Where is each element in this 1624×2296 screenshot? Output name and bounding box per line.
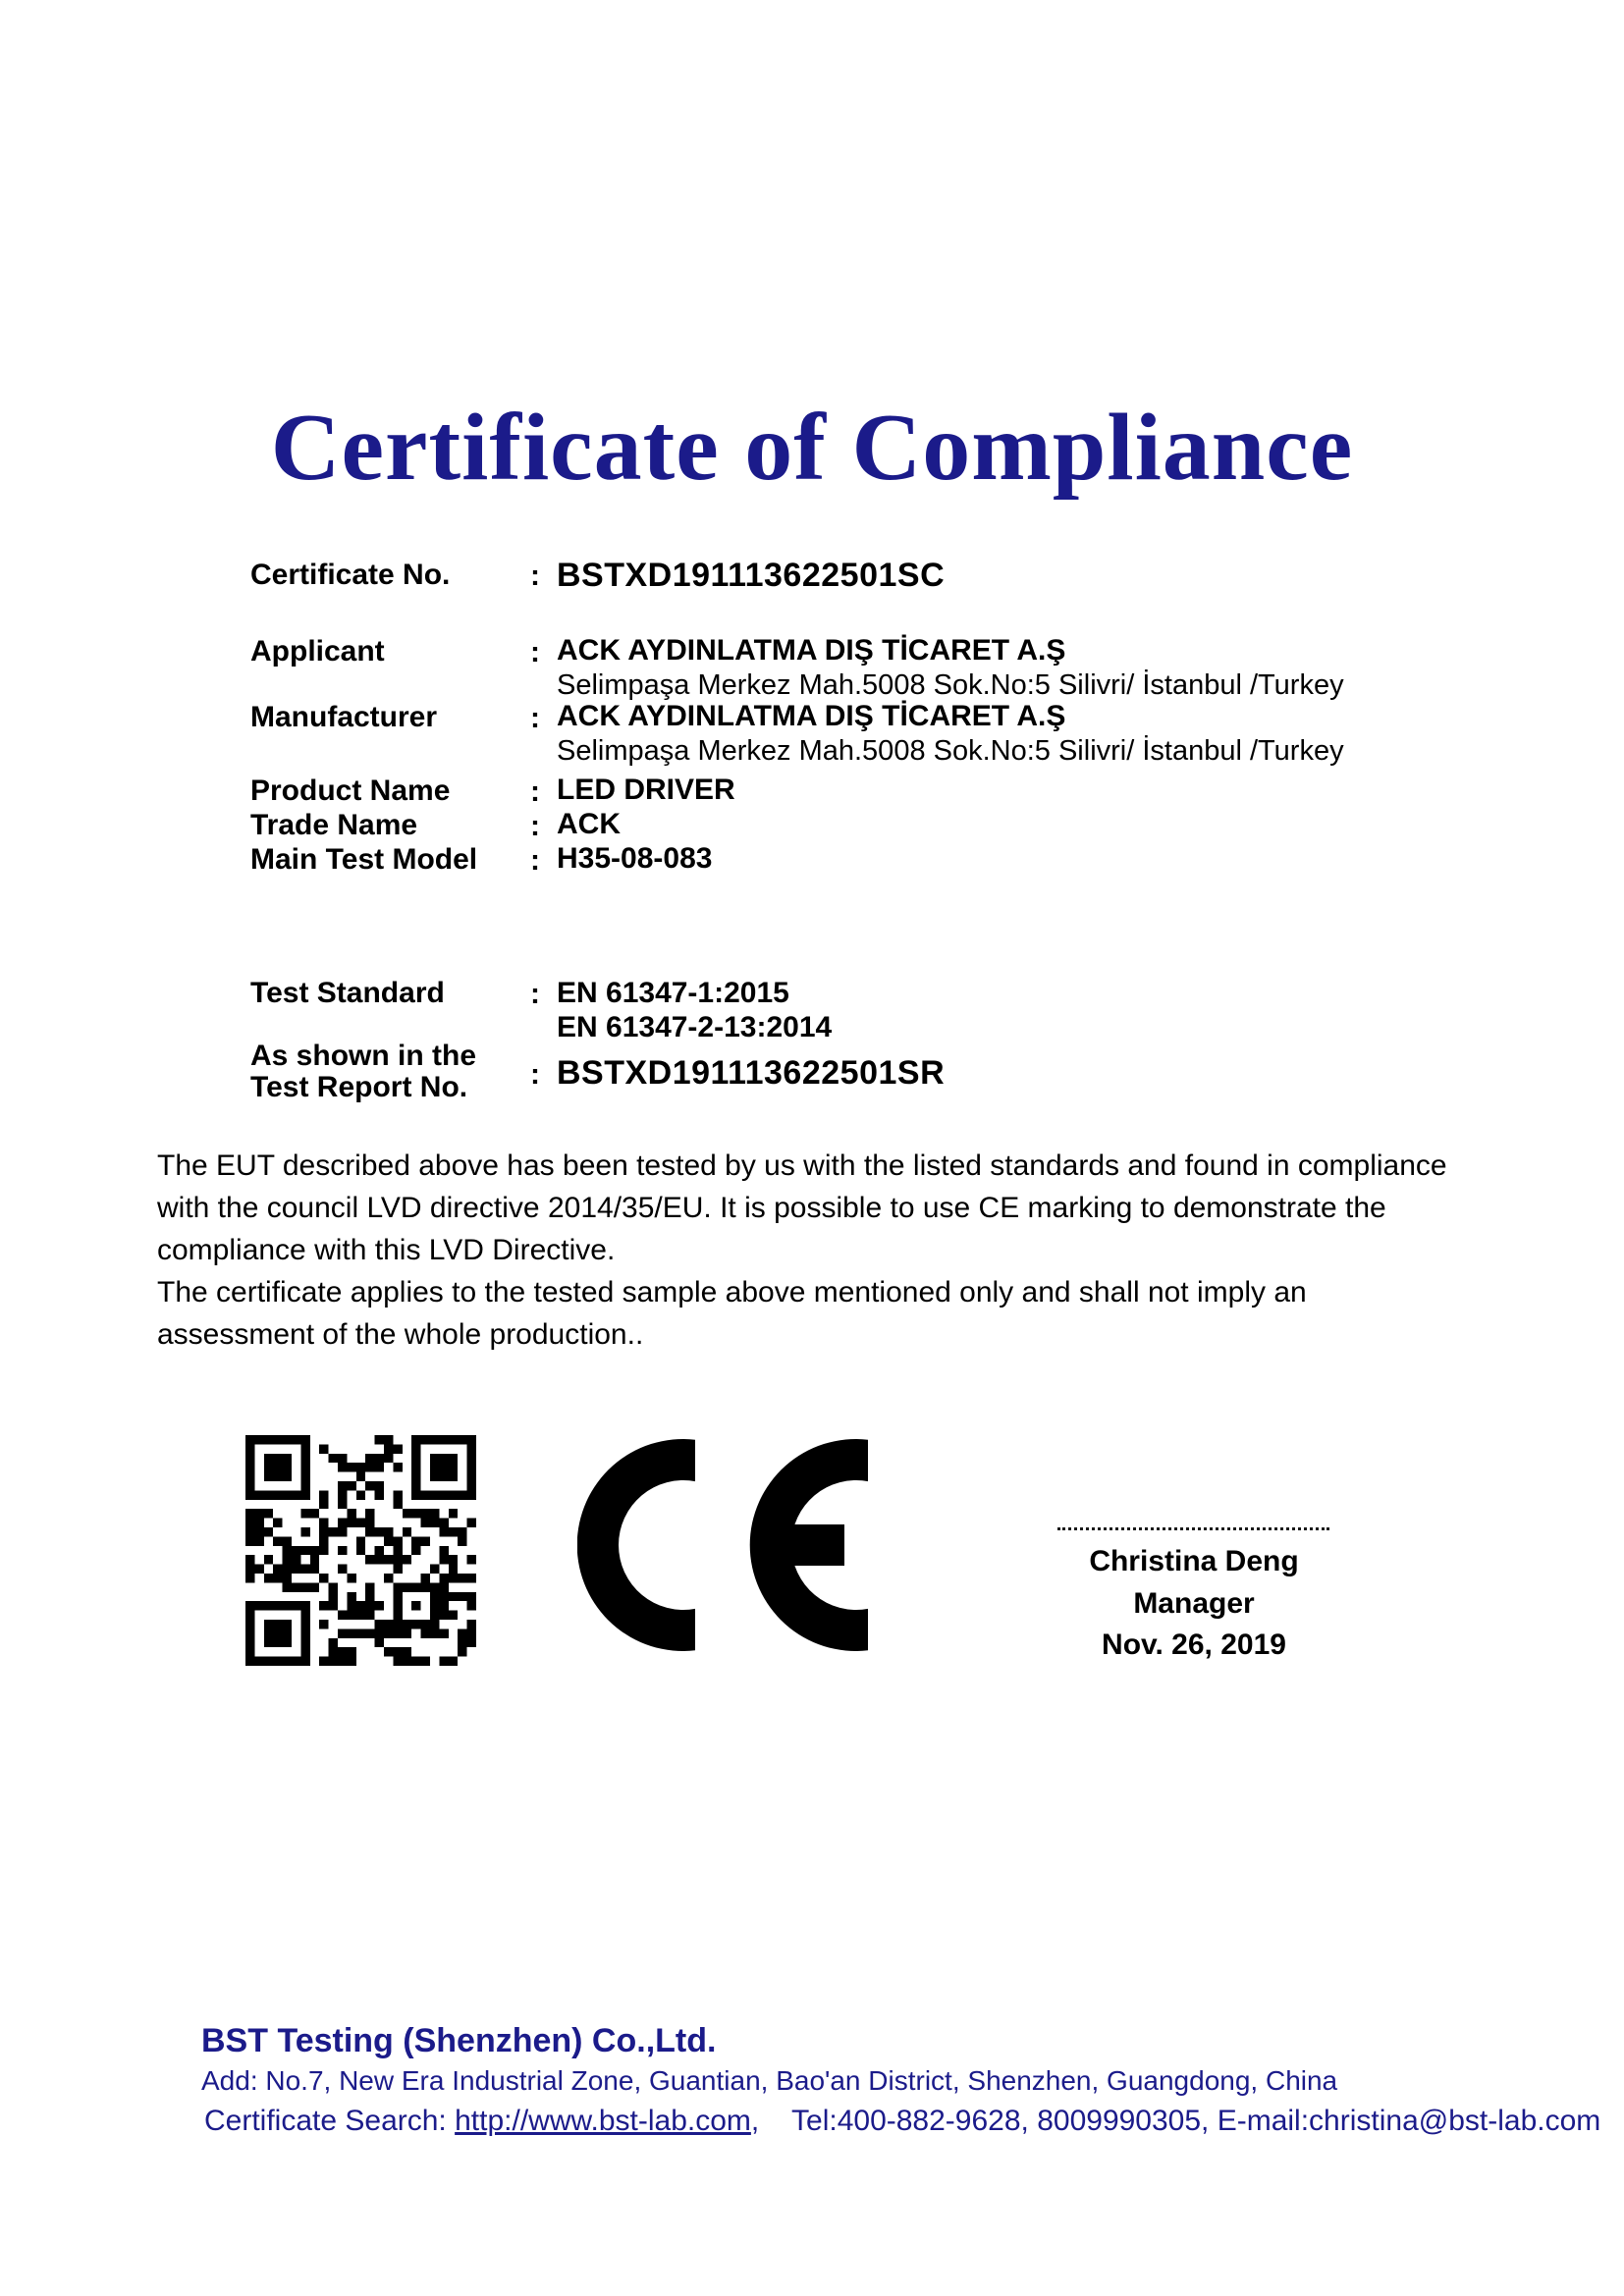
applicant-value: ACK AYDINLATMA DIŞ TİCARET A.Ş [557, 634, 1066, 667]
manufacturer-label: Manufacturer [250, 701, 438, 733]
footer-contact-info: , Tel:400-882-9628, 8009990305, E-mail:christina@bst-lab.com [750, 2105, 1601, 2137]
applicant-address: Selimpaşa Merkez Mah.5008 Sok.No:5 Silivri/ İstanbul /Turkey [557, 669, 1344, 701]
test-report-label-line1: As shown in the [250, 1040, 477, 1072]
statement-paragraph-2: The certificate applies to the tested sample above mentioned only and shall not imply an assessment of the whole production.. [157, 1276, 1307, 1351]
applicant-label: Applicant [250, 635, 385, 667]
footer-company-address: Add: No.7, New Era Industrial Zone, Guantian, Bao'an District, Shenzhen, Guangdong, China [201, 2065, 1338, 2096]
colon: : [530, 560, 540, 592]
colon: : [530, 978, 540, 1010]
manufacturer-value: ACK AYDINLATMA DIŞ TİCARET A.Ş [557, 700, 1066, 732]
test-standard-line2: EN 61347-2-13:2014 [557, 1011, 833, 1043]
colon: : [530, 702, 540, 734]
product-name-label: Product Name [250, 774, 451, 807]
colon: : [530, 844, 540, 877]
footer-company-name: BST Testing (Shenzhen) Co.,Ltd. [201, 2022, 717, 2059]
colon: : [530, 810, 540, 842]
trade-name-value: ACK [557, 808, 621, 840]
test-standard-line1: EN 61347-1:2015 [557, 977, 789, 1009]
trade-name-label: Trade Name [250, 809, 418, 841]
ce-mark-icon [577, 1439, 868, 1651]
certificate-search-label: Certificate Search: [204, 2105, 456, 2137]
test-standard-label: Test Standard [250, 977, 445, 1009]
footer-certificate-search [204, 2105, 1600, 2138]
signature-dotted-line [1057, 1514, 1329, 1530]
signer-name: Christina Deng [1089, 1545, 1299, 1577]
main-test-model-label: Main Test Model [250, 843, 478, 876]
certificate-title: Certificate of Compliance [270, 395, 1354, 501]
test-report-label-line2: Test Report No. [250, 1071, 468, 1103]
signature-date: Nov. 26, 2019 [1102, 1629, 1286, 1661]
test-report-value: BSTXD191113622501SR [557, 1054, 946, 1092]
qr-code-icon [244, 1435, 478, 1666]
certificate-no-label: Certificate No. [250, 559, 451, 591]
colon: : [530, 1058, 540, 1091]
signer-role: Manager [1133, 1587, 1255, 1620]
product-name-value: LED DRIVER [557, 774, 735, 806]
statement-text [157, 1145, 1451, 1356]
certificate-search-link[interactable]: http://www.bst-lab.com [455, 2105, 751, 2137]
colon: : [530, 636, 540, 668]
test-standard-value [557, 976, 832, 1044]
colon: : [530, 775, 540, 808]
test-report-label [250, 1041, 476, 1103]
certificate-no-value: BSTXD191113622501SC [557, 557, 946, 594]
statement-paragraph-1: The EUT described above has been tested by us with the listed standards and found in compliance with the council LVD directive 2014/35/EU. It is possible to use CE marking to demonstrate the compliance with this LVD Directive. [157, 1149, 1447, 1266]
manufacturer-address: Selimpaşa Merkez Mah.5008 Sok.No:5 Silivri/ İstanbul /Turkey [557, 735, 1344, 767]
main-test-model-value: H35-08-083 [557, 842, 713, 875]
